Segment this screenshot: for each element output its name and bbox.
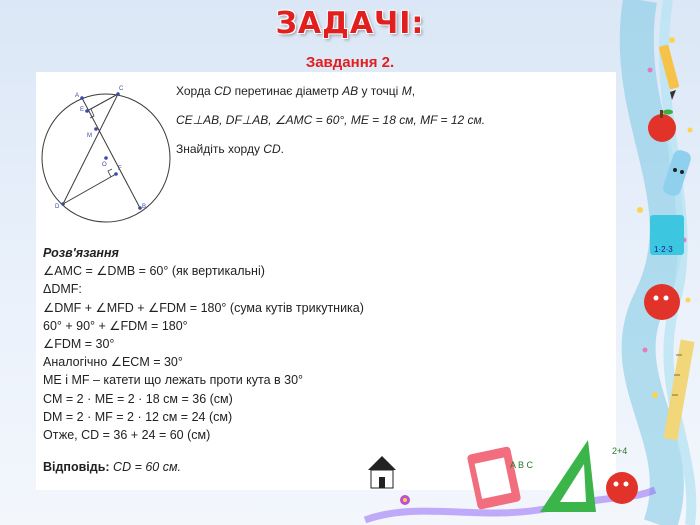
problem-statement bbox=[176, 84, 485, 171]
svg-text:2+4: 2+4 bbox=[612, 446, 628, 456]
solution-heading: Розв'язання bbox=[43, 246, 119, 260]
problem-question: Знайдіть хорду CD. bbox=[176, 142, 284, 156]
point-o bbox=[104, 156, 108, 160]
label-b: B bbox=[142, 204, 147, 210]
triangle-ruler-icon bbox=[540, 440, 596, 512]
point-f bbox=[114, 172, 118, 176]
apple-character-icon bbox=[606, 472, 638, 504]
apple-icon bbox=[648, 110, 676, 143]
ruler-icon bbox=[663, 340, 694, 441]
circle-figure bbox=[36, 80, 176, 230]
svg-text:1·2·3: 1·2·3 bbox=[654, 245, 673, 254]
answer: Відповідь: CD = 60 см. bbox=[43, 460, 182, 474]
bottle-icon bbox=[661, 148, 692, 197]
solution-line: ∠FDM = 30° bbox=[43, 337, 115, 352]
book-icon bbox=[650, 215, 684, 255]
solution-line: ME і MF – катети що лежать проти кута в 30° bbox=[43, 373, 304, 388]
point-m bbox=[94, 127, 98, 131]
solution-line: CM = 2 · ME = 2 · 18 см = 36 (см) bbox=[43, 391, 233, 406]
bottom-decoration bbox=[360, 430, 660, 525]
house-icon bbox=[368, 456, 396, 488]
point-a bbox=[80, 96, 84, 100]
solution-line: Аналогічно ∠ECM = 30° bbox=[43, 355, 183, 370]
slide-subtitle: Завдання 2. bbox=[305, 54, 395, 71]
pencil-icon bbox=[658, 44, 679, 100]
point-c bbox=[116, 92, 120, 96]
label-c: C bbox=[119, 86, 124, 92]
school-characters-decoration bbox=[632, 40, 700, 480]
solution-line: ∠AMC = ∠DMB = 60° (як вертикальні) bbox=[43, 264, 265, 279]
solution-line: ΔDMF: bbox=[43, 282, 82, 297]
label-f: F bbox=[118, 166, 122, 172]
svg-text:A B C: A B C bbox=[510, 460, 534, 470]
notebook-character-icon bbox=[467, 446, 522, 510]
chord-cd bbox=[63, 94, 118, 204]
point-d bbox=[61, 202, 65, 206]
right-angle-f bbox=[108, 169, 112, 177]
diameter-ab bbox=[82, 98, 140, 208]
solution bbox=[43, 244, 364, 444]
apple-character-icon bbox=[644, 284, 680, 320]
solution-line: Отже, CD = 36 + 24 = 60 (см) bbox=[43, 428, 211, 443]
label-a: A bbox=[75, 93, 80, 99]
label-o: O bbox=[102, 162, 107, 168]
problem-conditions: CE⊥AB, DF⊥AB, ∠AMC = 60°, ME = 18 см, MF = 12 см. bbox=[176, 113, 486, 127]
problem-line-1: Хорда CD перетинає діаметр AB у точці M, bbox=[176, 84, 416, 98]
solution-line: 60° + 90° + ∠FDM = 180° bbox=[43, 318, 188, 333]
slide-title: ЗАДАЧІ: bbox=[275, 6, 425, 41]
label-e: E bbox=[80, 107, 85, 113]
point-e bbox=[85, 109, 89, 113]
label-d: D bbox=[55, 204, 60, 210]
solution-line: DM = 2 · MF = 2 · 12 см = 24 (см) bbox=[43, 409, 233, 424]
solution-line: ∠DMF + ∠MFD + ∠FDM = 180° (сума кутів трикутника) bbox=[43, 300, 364, 315]
label-m: M bbox=[87, 133, 92, 139]
flower-icon bbox=[400, 495, 410, 505]
